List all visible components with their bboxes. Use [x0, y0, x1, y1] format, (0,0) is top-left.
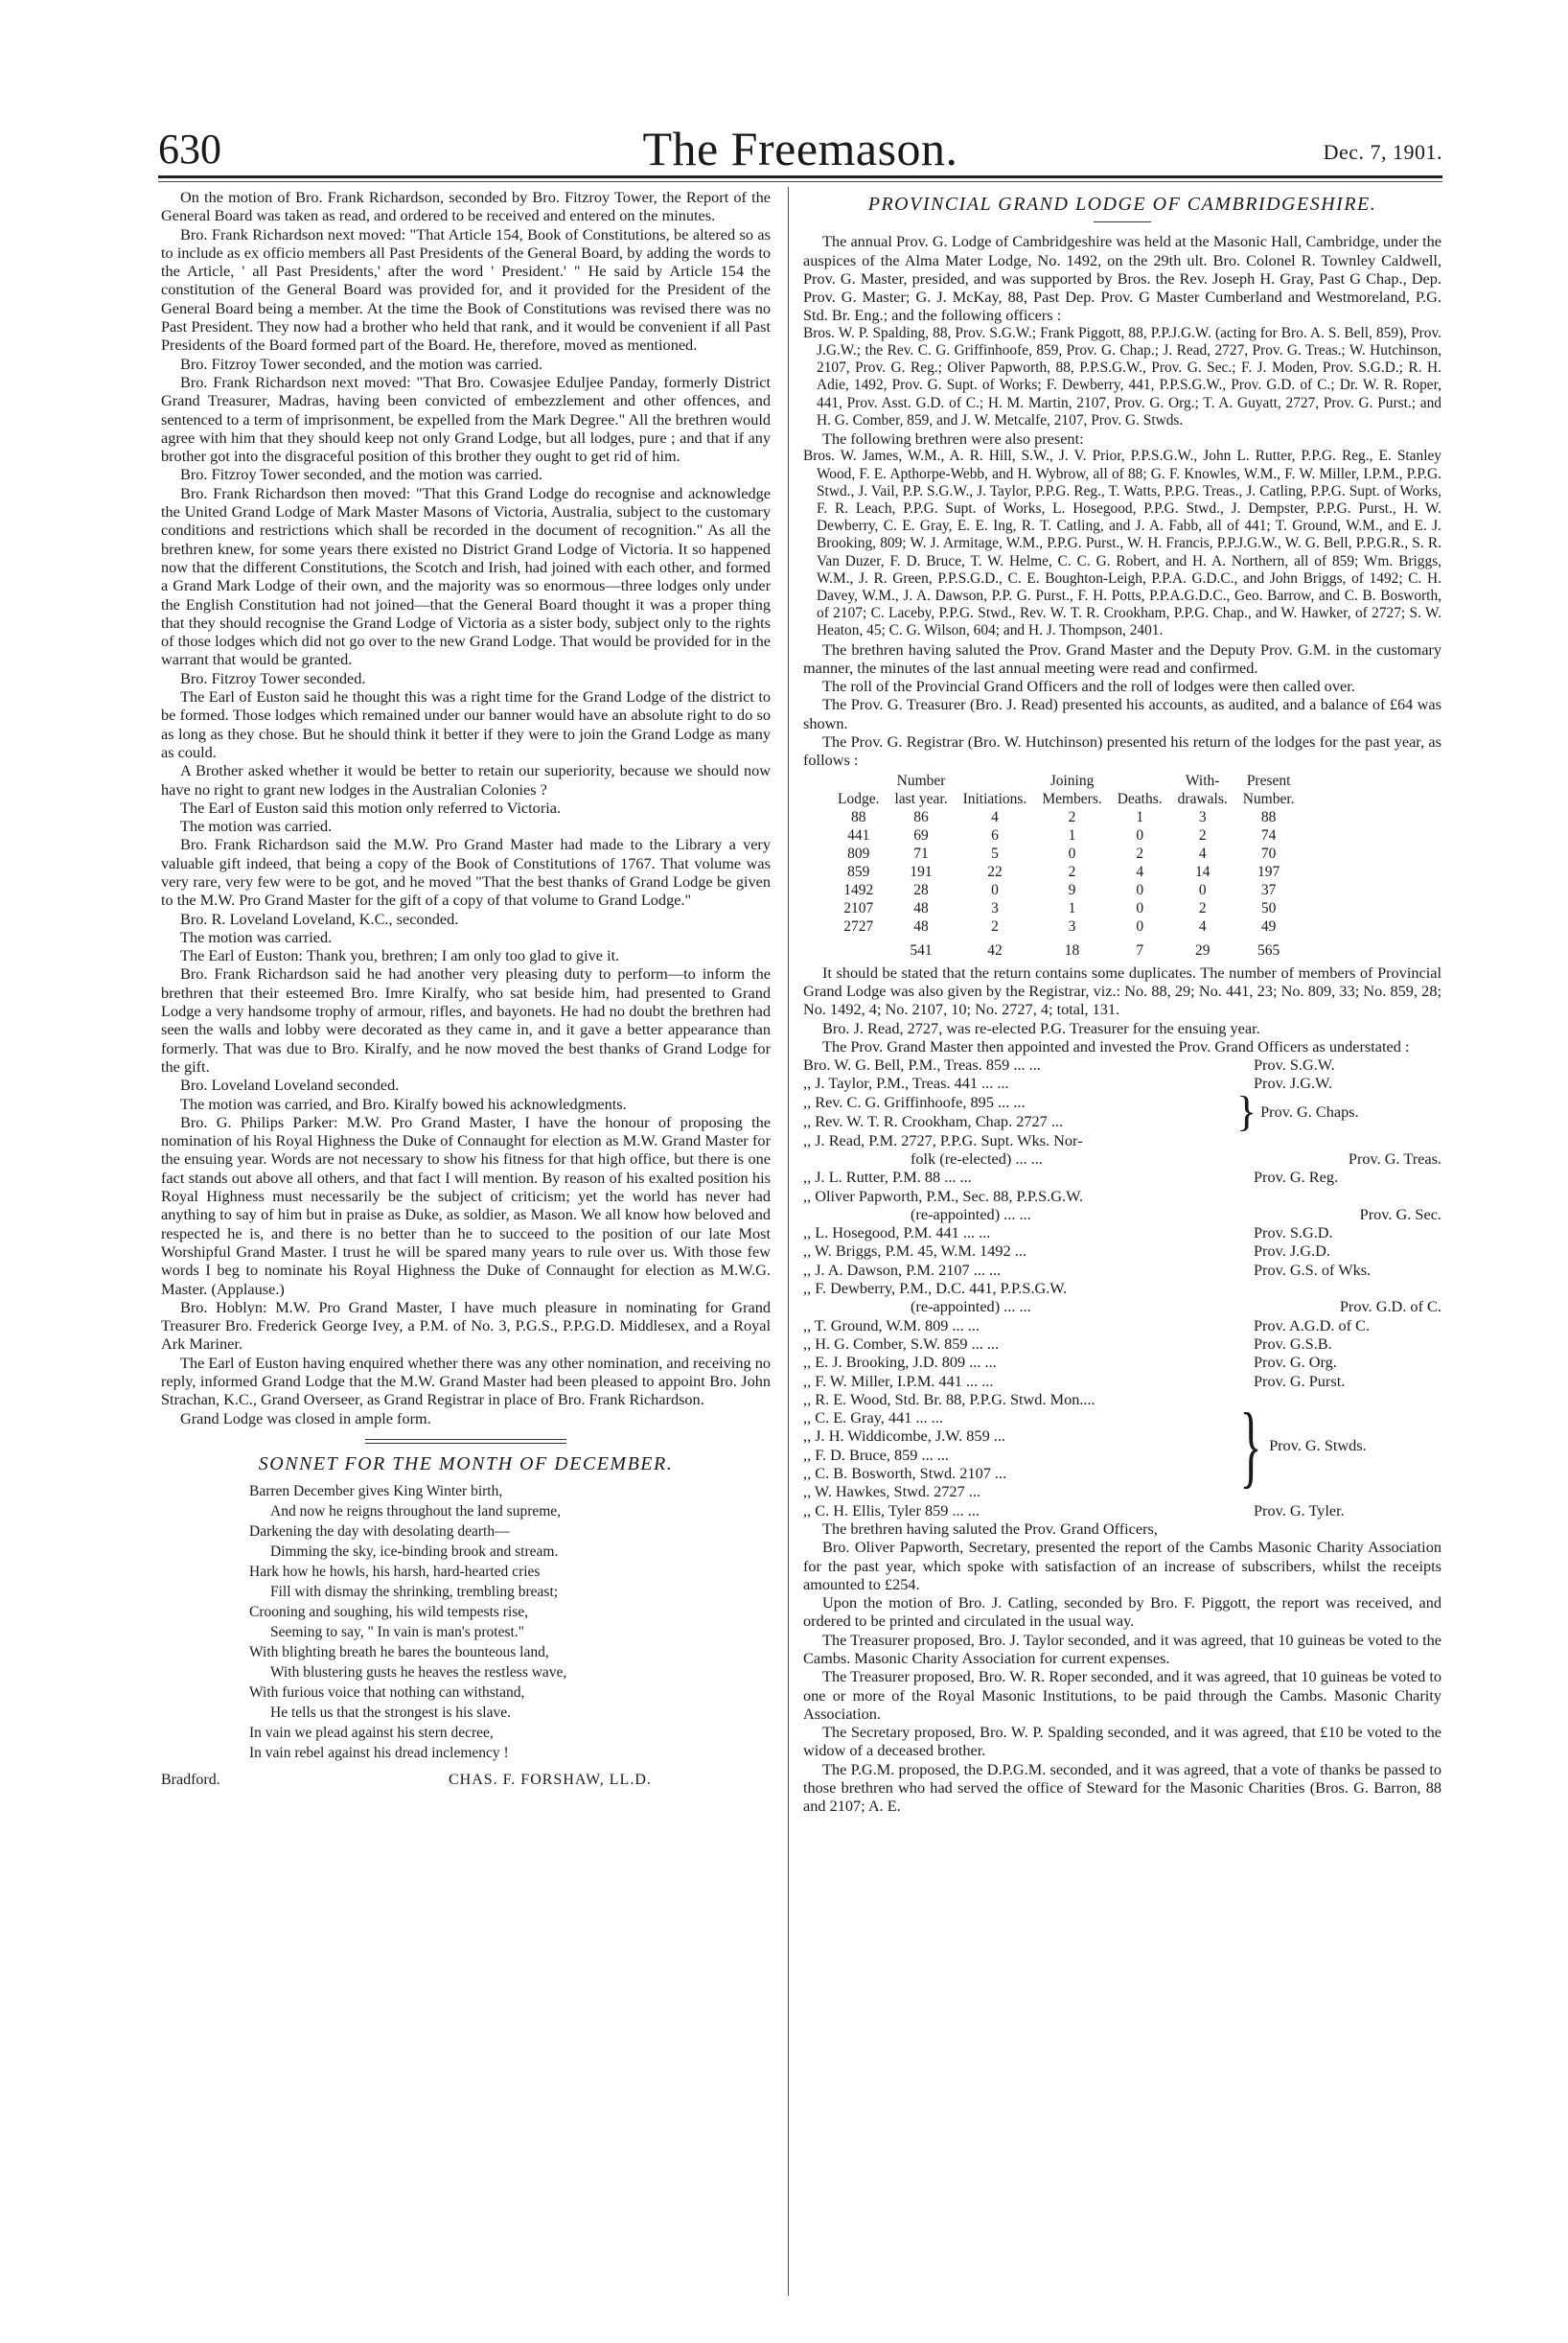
paragraph: The Earl of Euston: Thank you, brethren; I am only too glad to give it. [180, 946, 620, 965]
paragraph: Bro. Frank Richardson said he had another very pleasing duty to perform—to inform the brethren that their esteemed Bro. Imre Kiralfy, who sat beside him, had presented to Grand Lodge a very handsome trophy of armour, rifles, and bayonets. He had no doubt the brethren had seen the walls and lobby were decorated as they came in, and it gave a better appearance than formerly. That was due to Bro. Kiralfy, and he now moved the best thanks of Grand Lodge for the gift. [161, 964, 771, 1076]
officer-name: ,, J. L. Rutter, P.M. 88 ... ... [803, 1168, 972, 1187]
table-cell: 48 [913, 899, 929, 916]
table-cell: 0 [991, 881, 999, 898]
poem-line: Darkening the day with desolating dearth— [249, 1523, 510, 1541]
heading-rule [1094, 221, 1151, 222]
officer-row [803, 1223, 1441, 1241]
paragraph: Bro. Frank Richardson said the M.W. Pro Grand Master had made to the Library a very valuable gift indeed, that being a copy of the Book of Constitutions of 1767. That volume was very rare, very few were to be got, and he moved "That the best thanks of Grand Lodge be given to the M.W. Pro Grand Master for the gift of a copy of that volume to Grand Lodge." [161, 835, 771, 910]
officer-title: Prov. G.S. of Wks. [1254, 1260, 1372, 1279]
table-header-cell: Number [896, 772, 946, 789]
officer-group-stewards [803, 1390, 1441, 1501]
officer-row [803, 1390, 1254, 1408]
officer-row [803, 1279, 1441, 1297]
table-header-row [830, 772, 1303, 790]
paragraph: The Earl of Euston having enquired whether there was any other nomination, and receiving no reply, informed Grand Lodge that the M.W. Grand Master had been pleased to appoint Bro. John Strachan, K.C., Grand Overseer, as Grand Registrar in place of Bro. Frank Richardson. [161, 1353, 771, 1409]
poem-line: And now he reigns throughout the land supreme, [270, 1503, 562, 1520]
table-cell: 4 [991, 808, 999, 825]
paragraph: Bro. Frank Richardson next moved: "That Bro. Cowasjee Eduljee Panday, formerly District Grand Treasurer, Madras, having been convicted of embezzlement and other offences, and sentenced to a term of imprisonment, be expelled from the Mark Degree." All the brethren would agree with him that they should keep not only Grand Lodge, but all lodges, pure ; and that if any brother got into the disgraceful position of this brother they ought to get rid of him. [161, 372, 771, 466]
table-cell: 2 [1136, 845, 1144, 862]
left-column [161, 188, 771, 1796]
table-cell: 0 [1198, 881, 1207, 898]
table-cell: 1 [1068, 899, 1076, 916]
officer-group-chaplains [803, 1087, 1441, 1135]
table-header-cell [1110, 772, 1170, 790]
table-header-row [830, 790, 1303, 808]
poem-line: In vain we plead against his stern decree, [249, 1725, 494, 1742]
paragraph: Bro. Hoblyn: M.W. Pro Grand Master, I have much pleasure in nominating for Grand Treasurer Bro. Frederick George Ivey, a P.M. of No. 3, P.G.S., P.P.G.D. Middlesex, and a Royal Ark Mariner. [161, 1297, 771, 1354]
masthead-rule [158, 175, 1442, 178]
officer-title: Prov. G. Reg. [1254, 1168, 1339, 1187]
officer-title: Prov. G. Chaps. [1260, 1102, 1359, 1122]
sonnet-author: CHAS. F. FORSHAW, LL.D. [449, 1772, 652, 1789]
officer-name: ,, J. A. Dawson, P.M. 2107 ... ... [803, 1260, 1002, 1279]
officer-title: Prov. G. Purst. [1254, 1371, 1346, 1390]
table-cell: 197 [1257, 863, 1280, 880]
officer-row [803, 1131, 1441, 1149]
paragraph: The P.G.M. proposed, the D.P.G.M. seconded, and it was agreed, that a vote of thanks be passed to those brethren who had served the office of Steward for the Masonic Charities (Bros. G. Barron, 88 and 2107; A. E. [803, 1759, 1441, 1816]
officer-name: ,, J. Taylor, P.M., Treas. 441 ... ... [803, 1074, 1009, 1093]
table-cell: 71 [913, 845, 929, 862]
officer-row [803, 1074, 1441, 1092]
table-cell: 541 [910, 941, 933, 959]
poem-line: Fill with dismay the shrinking, trembling breast; [270, 1584, 559, 1601]
officer-name: ,, W. Hawkes, Stwd. 2727 ... [803, 1482, 980, 1501]
table-cell: 1 [1068, 826, 1076, 844]
paragraph: Bro. Fitzroy Tower seconded, and the motion was carried. [180, 354, 542, 373]
table-cell: 2 [1068, 863, 1076, 880]
officer-row [803, 1056, 1441, 1074]
table-cell: 2107 [843, 899, 874, 916]
paragraph: The Treasurer proposed, Bro. J. Taylor seconded, and it was agreed, that 10 guineas be voted to the Cambs. Masonic Charity Association for current expenses. [803, 1630, 1441, 1667]
table-cell: 2 [1068, 808, 1076, 825]
table-cell: 2 [1198, 899, 1207, 916]
table-cell: 0 [1136, 917, 1144, 935]
table-cell: 565 [1257, 941, 1280, 959]
table-cell: 2727 [843, 917, 874, 935]
paragraph: Bro. R. Loveland Loveland, K.C., seconded. [180, 909, 459, 928]
poem-line: In vain rebel against his dread inclemency ! [249, 1745, 509, 1762]
officer-name: ,, J. H. Widdicombe, J.W. 859 ... [803, 1427, 1005, 1446]
sonnet-place: Bradford. [161, 1772, 220, 1789]
officer-name: ,, T. Ground, W.M. 809 ... ... [803, 1315, 980, 1334]
table-cell: 6 [991, 826, 999, 844]
paragraph: The brethren having saluted the Prov. Grand Officers, [822, 1519, 1158, 1538]
poem-line: Seeming to say, " In vain is man's protest." [270, 1624, 524, 1641]
table-row [830, 863, 1303, 881]
table-cell: 86 [913, 808, 929, 825]
paragraph: The Secretary proposed, Bro. W. P. Spalding seconded, and it was agreed, that £10 be voted to the widow of a deceased brother. [803, 1723, 1441, 1760]
officer-title: Prov. G. Org. [1254, 1353, 1337, 1372]
paragraph: It should be stated that the return contains some duplicates. The number of members of Provincial Grand Lodge was also given by the Registrar, viz.: No. 88, 29; No. 441, 23; No. 809, 33; No. 859, 28; No. 1492, 4; No. 2107, 10; No. 2727, 4; total, 131. [803, 963, 1441, 1019]
officer-row [803, 1408, 1254, 1427]
table-cell: 70 [1260, 845, 1277, 862]
officer-name: ,, C. B. Bosworth, Stwd. 2107 ... [803, 1464, 1007, 1483]
officer-row [803, 1149, 1441, 1168]
article-heading: PROVINCIAL GRAND LODGE OF CAMBRIDGESHIRE. [867, 194, 1377, 215]
sonnet-heading: SONNET FOR THE MONTH OF DECEMBER. [258, 1452, 674, 1474]
table-cell: 0 [1136, 826, 1144, 844]
officer-title: Prov. S.G.D. [1254, 1223, 1333, 1242]
sonnet-poem [161, 1481, 771, 1763]
table-cell: 1 [1136, 808, 1144, 825]
officer-row [803, 1427, 1254, 1445]
table-cell: 37 [1260, 881, 1277, 898]
paragraph: The following brethren were also present: [822, 429, 1084, 448]
column-divider [788, 187, 789, 2296]
poem-line: He tells us that the strongest is his slave. [270, 1705, 511, 1722]
paragraph: Bro. Loveland Loveland seconded. [180, 1076, 400, 1095]
officer-name: ,, Rev. W. T. R. Crookham, Chap. 2727 ... [803, 1111, 1064, 1130]
paragraph: Bro. Oliver Papworth, Secretary, presented the report of the Cambs Masonic Charity Association for the past year, which spoke with satisfaction of an increase of subscribers, whilst the receipts amounted to £254. [803, 1538, 1441, 1593]
officer-name: ,, C. H. Ellis, Tyler 859 ... ... [803, 1500, 980, 1519]
officer-row [803, 1093, 1254, 1111]
table-cell: 2 [991, 917, 999, 935]
poem-line: Barren December gives King Winter birth, [249, 1483, 503, 1500]
table-cell: 3 [1068, 917, 1076, 935]
table-cell: 0 [1136, 899, 1144, 916]
table-totals-row [830, 936, 1303, 960]
table-header-cell: Lodge. [838, 790, 880, 807]
officer-name: ,, J. Read, P.M. 2727, P.P.G. Supt. Wks. Nor- [803, 1130, 1083, 1149]
table-header-cell: Present [1246, 772, 1291, 789]
officer-row [803, 1297, 1441, 1315]
paragraph: On the motion of Bro. Frank Richardson, seconded by Bro. Fitzroy Tower, the Report of the General Board was taken as read, and ordered to be received and entered on the minutes. [161, 188, 771, 225]
publication-title: The Freemason. [642, 122, 958, 175]
officer-group-names [803, 1390, 1254, 1501]
right-column [803, 188, 1441, 1816]
table-cell: 441 [847, 826, 870, 844]
officer-name: ,, C. E. Gray, 441 ... ... [803, 1408, 943, 1427]
paragraph: The brethren having saluted the Prov. Grand Master and the Deputy Prov. G.M. in the customary manner, the minutes of the last annual meeting were read and confirmed. [803, 639, 1441, 677]
officer-row [803, 1241, 1441, 1260]
officer-name: ,, H. G. Comber, S.W. 859 ... ... [803, 1334, 1000, 1353]
officer-title: Prov. S.G.W. [1254, 1056, 1335, 1075]
table-row [830, 899, 1303, 917]
brethren-list-paragraph: Bros. W. James, W.M., A. R. Hill, S.W., J. V. Prior, P.P.S.G.W., John L. Rutter, P.P.G. Reg., E. Stanley Wood, F. E. Apthorpe-Webb, and H. Wybrow, all of 88; G. F. Knowles, W.M., F. W. Miller, I.P.M., P.P.G. Stwd., J. Vail, P.P. S.G.W., J. Taylor, P.P.G. Reg., T. Watts, P.P.G. Treas., J. Catling, P.P.G. Supt. of Works, F. R. Leach, P.P.G. Supt. of Works, L. Hosegood, P.P.G. Stwd., J. Dempster, P.P.G. Purst., H. W. Dewberry, C. E. Gray, E. E. Ing, R. T. Catling, and J. A. Fabb, all of 441; T. Ground, W.M., and E. J. Brooking, 809; W. J. Armitage, W.M., P.P.G. Purst., W. H. Francis, P.P.J.G.W., W. G. Bell, P.P.G.R., S. R. Van Duzer, F. D. Bruce, T. W. Helme, C. C. G. Robert, and H. A. Northern, all of 859; Wm. Briggs, W.M., J. R. Green, P.P.S.G.D., C. E. Boughton-Leigh, P.P.A. G.D.C., and John Briggs, of 1492; C. H. Davey, W.M., J. A. Dawson, P.P. G. Purst., F. H. Potts, P.P.A.G.D.C., Geo. Barrow, and C. B. Bosworth, of 2107; C. Laceby, P.P.G. Stwd., Rev. W. T. R. Crookham, P.P.G. Chap., and W. Hawker, of 2727; S. W. Heaton, 45; C. G. Wilson, 604; and H. J. Thompson, 2401. [803, 448, 1441, 639]
paragraph: The Treasurer proposed, Bro. W. R. Roper seconded, and it was agreed, that 10 guineas be voted to one or more of the Royal Masonic Institutions, to be paid through the Cambs. Masonic Charity Association. [803, 1667, 1441, 1723]
officer-name: Bro. W. G. Bell, P.M., Treas. 859 ... ... [803, 1056, 1041, 1075]
table-cell: 29 [1194, 941, 1211, 959]
paragraph: The motion was carried. [180, 817, 333, 836]
officer-row [803, 1261, 1441, 1279]
officer-name: ,, E. J. Brooking, J.D. 809 ... ... [803, 1353, 997, 1372]
paragraph: The roll of the Provincial Grand Officers and the roll of lodges were then called over. [822, 677, 1355, 696]
officer-row [803, 1353, 1441, 1371]
issue-date: Dec. 7, 1901. [1323, 140, 1442, 164]
table-cell: 5 [991, 845, 999, 862]
table-cell: 28 [913, 881, 929, 898]
table-row [830, 808, 1303, 826]
officer-row [803, 1464, 1254, 1482]
poem-line: Hark how he howls, his harsh, hard-hearted cries [249, 1564, 541, 1581]
table-cell: 0 [1136, 881, 1144, 898]
paragraph: Upon the motion of Bro. J. Catling, seconded by Bro. F. Piggott, the report was received, and ordered to be printed and circulated in the usual way. [803, 1593, 1441, 1631]
officer-title: Prov. J.G.W. [1254, 1074, 1333, 1093]
poem-line: With furious voice that nothing can withstand, [249, 1684, 525, 1702]
officer-row [803, 1112, 1254, 1130]
table-cell: 7 [1136, 941, 1144, 959]
officer-title: Prov. G. Stwds. [1269, 1436, 1367, 1455]
table-cell: 2 [1198, 826, 1207, 844]
officer-title: Prov. G.S.B. [1254, 1334, 1332, 1353]
masthead-rule-thin [158, 181, 1442, 182]
paragraph: The Earl of Euston said he thought this was a right time for the Grand Lodge of the district to be formed. Those lodges which remained under our banner would have an absolute right to do so as long as they chose. But he should think it better if they were to join the Grand Lodge as many as could. [161, 687, 771, 761]
table-cell: 88 [1260, 808, 1277, 825]
officer-row [803, 1446, 1254, 1464]
table-header-cell: Number. [1242, 790, 1295, 807]
table-header-cell: Deaths. [1117, 790, 1163, 807]
officer-row [803, 1482, 1254, 1500]
officer-name: ,, W. Briggs, P.M. 45, W.M. 1492 ... [803, 1241, 1026, 1261]
table-cell: 74 [1260, 826, 1277, 844]
officer-title: Prov. A.G.D. of C. [1254, 1315, 1371, 1334]
table-header-cell: Members. [1042, 790, 1102, 807]
table-cell: 3 [991, 899, 999, 916]
paragraph: Bro. Fitzroy Tower seconded. [180, 668, 366, 687]
lodge-return-table [830, 772, 1303, 960]
officer-group-names [803, 1093, 1254, 1130]
paragraph: The Prov. Grand Master then appointed and invested the Prov. Grand Officers as understated : [822, 1036, 1410, 1056]
paragraph: The Prov. G. Treasurer (Bro. J. Read) presented his accounts, as audited, and a balance of £64 was shown. [803, 695, 1441, 732]
officer-title: Prov. G. Tyler. [1254, 1500, 1345, 1519]
paragraph: The annual Prov. G. Lodge of Cambridgeshire was held at the Masonic Hall, Cambridge, under the auspices of the Alma Mater Lodge, No. 1492, on the 29th ult. Bro. Colonel R. Townley Caldwell, Prov. G. Master, presided, and was supported by Bros. the Rev. Joseph H. Gray, Past G Chap., Dep. Prov. G. Master; G. J. McKay, 88, Past Dep. Prov. G Master Cumberland and Westmoreland, P.G. Std. Br. Eng.; and the following officers : [803, 232, 1441, 325]
table-cell: 4 [1136, 863, 1144, 880]
officer-name: ,, Rev. C. G. Griffinhoofe, 895 ... ... [803, 1093, 1026, 1112]
table-cell: 22 [987, 863, 1003, 880]
poem-line: Dimming the sky, ice-binding brook and stream. [270, 1543, 559, 1561]
table-header-cell: With- [1185, 772, 1220, 789]
officer-name: (re-appointed) ... ... [911, 1204, 1031, 1223]
table-header-cell: Initiations. [962, 790, 1027, 807]
brace-glyph: } [1239, 1393, 1262, 1496]
table-cell: 1492 [843, 881, 874, 898]
table-cell: 4 [1198, 917, 1207, 935]
paragraph: The Prov. G. Registrar (Bro. W. Hutchinson) presented his return of the lodges for the past year, as follows : [803, 732, 1441, 770]
officer-row [803, 1372, 1441, 1390]
officer-name: ,, F. W. Miller, I.P.M. 441 ... ... [803, 1371, 994, 1390]
table-header-cell [830, 772, 887, 790]
table-cell: 191 [910, 863, 933, 880]
paragraph: Bro. Frank Richardson next moved: "That Article 154, Book of Constitutions, be altered so as to include as ex officio members all Past Presidents of the General Board, by adding the words to the Article, ' all Past Presidents,' after the word ' President.' " He said by Article 154 the constitution of the General Board was provided for, and it provided for the President of the General Board being a member. At the time the Book of Constitutions was revised there was no Past President. They now had a brother who held that rank, and it would be convenient if all Past Presidents of the Board formed part of the Board. He, therefore, moved as mentioned. [161, 224, 771, 355]
officer-row [803, 1205, 1441, 1223]
paragraph: Bro. Fitzroy Tower seconded, and the motion was carried. [180, 465, 542, 484]
poem-line: With blighting breath he bares the bounteous land, [249, 1644, 549, 1661]
page-number: 630 [158, 126, 221, 173]
officers-list-paragraph: Bros. W. P. Spalding, 88, Prov. S.G.W.; Frank Piggott, 88, P.P.J.G.W. (acting for Bro. A. S. Bell, 859), Prov. J.G.W.; the Rev. C. G. Griffinhoofe, 859, Prov. G. Chap.; J. Read, 2727, Prov. G. Treas.; W. Hutchinson, 2107, Prov. G. Reg.; Oliver Papworth, 88, P.P.S.G.W., Prov. G. Sec.; F. J. Moden, Prov. S.G.D.; R. H. Adie, 1492, Prov. G. Supt. of Works; F. Dewberry, 441, P.P.S.G.W., Prov. G.D. of C.; Dr. W. R. Roper, 441, Prov. Asst. G.D. of C.; H. M. Martin, 2107, Prov. G. Org.; T. A. Guyatt, 2727, Prov. G. Purst.; and H. G. Comber, 859, and J. W. Metcalfe, 2107, Prov. G. Stwds. [803, 324, 1441, 429]
officer-title: Prov. G.D. of C. [1339, 1297, 1441, 1316]
table-cell: 18 [1064, 941, 1080, 959]
table-cell: 14 [1194, 863, 1211, 880]
officer-name: ,, F. D. Bruce, 859 ... ... [803, 1445, 950, 1464]
table-header-cell [956, 772, 1035, 790]
paragraph: Bro. G. Philips Parker: M.W. Pro Grand Master, I have the honour of proposing the nomination of his Royal Highness the Duke of Connaught for election as M.W. Grand Master for the ensuing year. Words are not necessary to show his fitness for that high office, but there is one fact stands out above all others, and that fact I will mention. By reason of his exalted position his Royal Highness must necessarily be the subject of criticism; yet the world has never had anything to say of him but in praise as Duke, as soldier, as Mason. We all know how beloved and respected he is, and there is no better than he to succeed to the position of our late Most Worshipful Grand Master. I trust he will be spared many years to rule over us. With those few words I beg to nominate his Royal Highness the Duke of Connaught for election as M.W.G. Master. (Applause.) [161, 1112, 771, 1298]
officers-list [803, 1056, 1441, 1519]
officer-name: (re-appointed) ... ... [911, 1297, 1031, 1316]
section-separator [365, 1439, 566, 1444]
paragraph: Grand Lodge was closed in ample form. [180, 1408, 431, 1427]
officer-row [803, 1334, 1441, 1353]
table-cell: 42 [987, 941, 1003, 959]
table-cell: 0 [1068, 845, 1076, 862]
table-row [830, 845, 1303, 863]
officer-row [803, 1501, 1441, 1519]
officer-row [803, 1168, 1441, 1186]
officer-row [803, 1316, 1441, 1334]
table-header-cell: Joining [1049, 772, 1095, 789]
table-cell: 48 [913, 917, 929, 935]
table-cell: 859 [847, 863, 870, 880]
table-row [830, 881, 1303, 899]
brace-glyph: } [1236, 1087, 1257, 1135]
table-cell: 50 [1260, 899, 1277, 916]
table-header-cell: drawals. [1177, 790, 1228, 807]
officer-name: folk (re-elected) ... ... [911, 1148, 1043, 1168]
paragraph: A Brother asked whether it would be better to retain our superiority, because we should now have no right to grant new lodges in the Australian Colonies ? [161, 761, 771, 799]
poem-line: With blustering gusts he heaves the restless wave, [270, 1664, 567, 1682]
table-cell: 69 [913, 826, 929, 844]
table-cell: 49 [1260, 917, 1277, 935]
paragraph: The motion was carried, and Bro. Kiralfy bowed his acknowledgments. [180, 1094, 627, 1113]
officer-name: ,, L. Hosegood, P.M. 441 ... ... [803, 1223, 991, 1242]
officer-title: Prov. J.G.D. [1254, 1241, 1330, 1261]
table-cell [830, 936, 887, 960]
officer-name: ,, Oliver Papworth, P.M., Sec. 88, P.P.S.G.W. [803, 1186, 1084, 1205]
table-cell: 9 [1068, 881, 1076, 898]
table-cell: 88 [850, 808, 866, 825]
table-cell: 3 [1198, 808, 1207, 825]
officer-name: ,, R. E. Wood, Std. Br. 88, P.P.G. Stwd. Mon.... [803, 1389, 1095, 1408]
paragraph: Bro. Frank Richardson then moved: "That this Grand Lodge do recognise and acknowledge the United Grand Lodge of Mark Master Masons of Victoria, Australia, subject to the customary conditions and restrictions which shall be recorded in the document of recognition." As all the brethren knew, for some years there existed no District Grand Lodge of Victoria. It so happened now that the different Constitutions, the Scotch and Irish, had joined with each other, and formed a Grand Mark Lodge of their own, and the majority was so enormous—three lodges only under the English Constitution had not joined—that the General Board thought it was a proper thing that they should recognise the Grand Lodge of Victoria as a sister body, subject only to the rights of those lodges which did not go over to the new Grand Lodge. That would be provided for in the warrant that would be granted. [161, 483, 771, 669]
table-header-cell: last year. [894, 790, 948, 807]
table-row [830, 826, 1303, 845]
paragraph: The motion was carried. [180, 927, 333, 946]
table-cell: 4 [1198, 845, 1207, 862]
officer-title: Prov. G. Treas. [1348, 1148, 1441, 1168]
officer-row [803, 1187, 1441, 1205]
officer-title: Prov. G. Sec. [1359, 1204, 1441, 1223]
poem-line: Crooning and soughing, his wild tempests rise, [249, 1604, 529, 1621]
paragraph: Bro. J. Read, 2727, was re-elected P.G. Treasurer for the ensuing year. [822, 1018, 1260, 1037]
table-row [830, 917, 1303, 936]
sonnet-signature [161, 1771, 771, 1796]
officer-name: ,, F. Dewberry, P.M., D.C. 441, P.P.S.G.W. [803, 1279, 1068, 1298]
table-cell: 809 [847, 845, 870, 862]
masthead [158, 115, 1442, 182]
paragraph: The Earl of Euston said this motion only referred to Victoria. [180, 798, 562, 817]
